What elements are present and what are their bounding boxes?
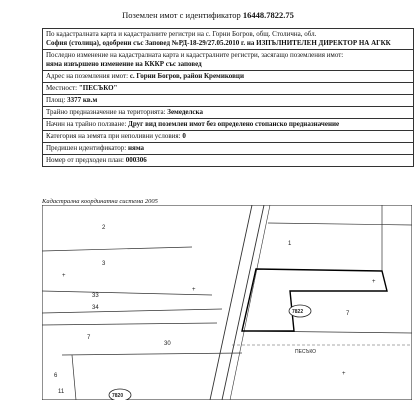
- last-change-value: няма извършено изменение на КККР със заповед: [46, 60, 202, 68]
- area-row: [43, 95, 413, 107]
- prev-plan-label: Номер от предходен план:: [46, 156, 124, 164]
- area-value: 3377 кв.м: [67, 96, 98, 104]
- cross-marker: +: [62, 273, 66, 279]
- block-label: 7820: [112, 393, 124, 399]
- category-row: [43, 131, 413, 143]
- purpose-row: [43, 107, 413, 119]
- last-change-label: Последно изменение на кадастралната карта и кадастралните регистри, засягащо поземления имот:: [46, 51, 344, 59]
- category-label: Категория на земята при неполивни условия:: [46, 132, 181, 140]
- parcel-label: 3: [102, 261, 106, 267]
- intro-part1: По кадастралната карта и кадастралните регистри на с. Горни Богров, общ. Столична, обл.: [46, 30, 317, 38]
- cross-marker: +: [192, 287, 196, 293]
- prev-plan-value: 000306: [125, 156, 147, 164]
- locality-value: "ПЕСЪКО": [78, 84, 118, 92]
- address-label: Адрес на поземления имот:: [46, 72, 129, 80]
- block-label: 7822: [292, 309, 304, 315]
- parcel-label: 33: [92, 293, 99, 299]
- parcel-label: 7: [87, 335, 91, 341]
- cross-marker: +: [372, 279, 376, 285]
- prev-id-row: [43, 143, 413, 155]
- locality-map-label: ПЕСЪКО: [295, 349, 317, 355]
- document-title: [0, 10, 416, 20]
- purpose-value: Земеделска: [167, 108, 203, 116]
- category-value: 0: [182, 132, 186, 140]
- address-row: [43, 71, 413, 83]
- area-label: Площ:: [46, 96, 66, 104]
- usage-value: Друг вид поземлен имот без определено стопанско предназначение: [128, 120, 340, 128]
- locality-row: [43, 83, 413, 95]
- address-value: с. Горни Богров, район Кремиковци: [129, 72, 244, 80]
- last-change-row: [43, 50, 413, 71]
- prev-plan-row: [43, 155, 413, 167]
- usage-row: [43, 119, 413, 131]
- usage-label: Начин на трайно ползване:: [46, 120, 127, 128]
- title-prefix: Поземлен имот с идентификатор: [122, 10, 241, 20]
- identifier: 16448.7822.75: [242, 10, 294, 20]
- parcel-label: 34: [92, 305, 99, 311]
- cadastral-map: [42, 205, 412, 400]
- map-caption: Кадастрална координатна система 2005: [42, 198, 158, 205]
- parcel-label: 11: [58, 389, 65, 395]
- parcel-label: 6: [54, 373, 58, 379]
- prev-id-value: няма: [128, 144, 145, 152]
- map-frame: [42, 205, 412, 400]
- parcel-label: 7: [346, 311, 350, 317]
- parcel-label: 30: [164, 341, 171, 347]
- intro-row: [43, 29, 413, 50]
- purpose-label: Трайно предназначение на територията:: [46, 108, 166, 116]
- locality-label: Местност:: [46, 84, 78, 92]
- intro-part2: София (столица), одобрени със Заповед №РД-18-29/27.05.2010 г. на ИЗПЪЛНИТЕЛЕН ДИРЕКТОР НА АГКК: [46, 39, 391, 47]
- info-table: [42, 28, 414, 167]
- parcel-label: 1: [288, 241, 292, 247]
- prev-id-label: Предишен идентификатор:: [46, 144, 127, 152]
- cross-marker: +: [342, 371, 346, 377]
- parcel-label: 2: [102, 225, 106, 231]
